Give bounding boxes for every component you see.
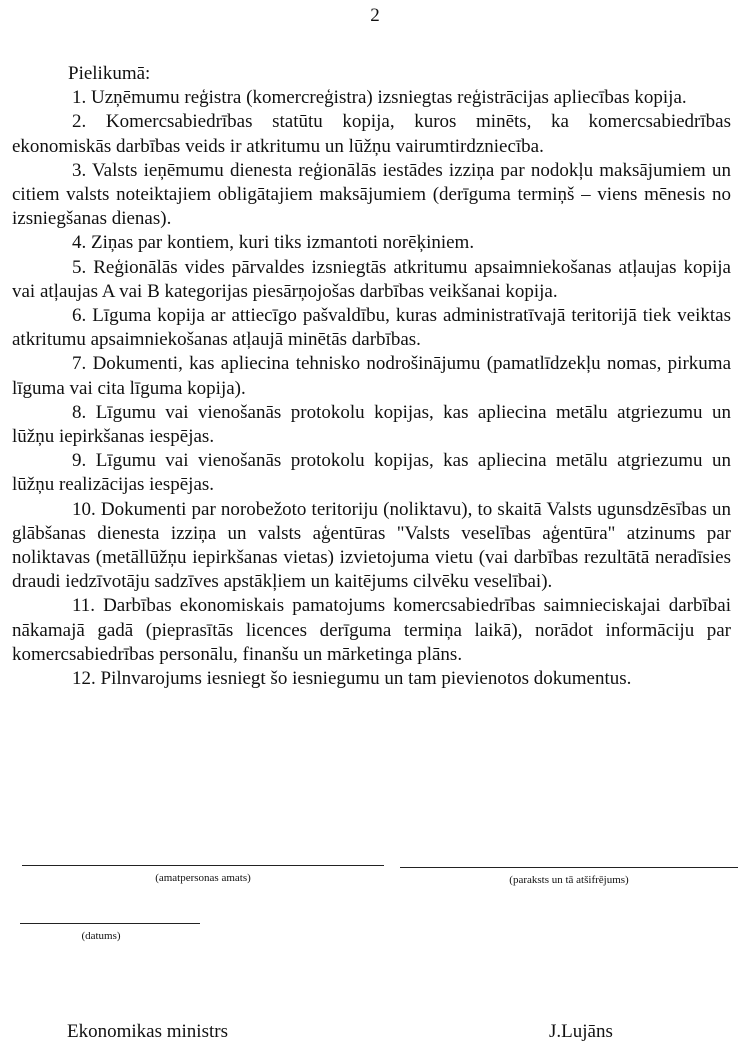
date-signature-line <box>20 923 200 924</box>
signature-line <box>400 867 738 868</box>
position-signature-line <box>22 865 384 866</box>
attachment-item-7: 7. Dokumenti, kas apliecina tehnisko nodrošinājumu (pamatlīdzekļu nomas, pirkuma līguma vai cita līguma kopija). <box>12 353 731 399</box>
attachment-item-6: 6. Līguma kopija ar attiecīgo pašvaldību, kuras administratīvajā teritorijā tiek veiktas atkritumu apsaimniekošanas atļaujā minētās darbības. <box>12 305 731 351</box>
attachment-item-11: 11. Darbības ekonomiskais pamatojums komercsabiedrības saimnieciskajai darbībai nākamajā gadā (pieprasītās licences derīguma termiņa laikā), norādot informāciju par komercsabiedrības personālu, finanšu un mārketinga plāns. <box>12 595 731 665</box>
page-number: 2 <box>370 5 380 26</box>
attachment-item-5: 5. Reģionālās vides pārvaldes izsniegtās atkritumu apsaimniekošanas atļaujas kopija vai atļaujas A vai B kategorijas piesārņojošas darbības veikšanai kopija. <box>12 256 731 302</box>
position-label: (amatpersonas amats) <box>155 872 251 884</box>
attachment-item-3: 3. Valsts ieņēmumu dienesta reģionālās iestādes izziņa par nodokļu maksājumiem un citiem valsts noteiktajiem obligātajiem maksājumiem (derīguma termiņš – viens mēnesis no izsniegšanas dienas). <box>12 159 731 230</box>
minister-title: Ekonomikas ministrs <box>67 1021 228 1042</box>
attachments-heading: Pielikumā: <box>68 63 151 84</box>
attachment-item-4: 4. Ziņas par kontiem, kuri tiks izmantoti norēķiniem. <box>72 232 475 254</box>
attachment-item-10: 10. Dokumenti par norobežoto teritoriju (noliktavu), to skaitā Valsts ugunsdzēsības un glābšanas dienesta izziņa un valsts aģentūras "Valsts veselības aģentūra" atzinums par noliktavas (metāllūžņu iepirkšanas vietas) izvietojuma vietu (vai darbības rezultātā neradīsies draudi iedzīvotāju sadzīves apstākļiem un kaitējums cilvēku veselībai). <box>12 498 731 593</box>
attachment-item-1: 1. Uzņēmumu reģistra (komercreģistra) izsniegtas reģistrācijas apliecības kopija. <box>72 87 687 109</box>
attachment-item-12: 12. Pilnvarojums iesniegt šo iesniegumu un tam pievienotos dokumentus. <box>72 668 632 690</box>
minister-name: J.Lujāns <box>549 1021 613 1042</box>
date-label: (datums) <box>81 930 121 942</box>
signature-label: (paraksts un tā atšifrējums) <box>509 874 629 886</box>
attachment-item-8: 8. Līgumu vai vienošanās protokolu kopijas, kas apliecina metālu atgriezumu un lūžņu iepirkšanas iespējas. <box>12 401 731 448</box>
attachment-item-2: 2. Komercsabiedrības statūtu kopija, kuros minēts, ka komercsabiedrības ekonomiskās darbības veids ir atkritumu un lūžņu vairumtirdzniecība. <box>12 111 731 157</box>
attachments-section <box>12 62 731 691</box>
attachment-item-9: 9. Līgumu vai vienošanās protokolu kopijas, kas apliecina metālu atgriezumu un lūžņu realizācijas iespējas. <box>12 450 731 496</box>
